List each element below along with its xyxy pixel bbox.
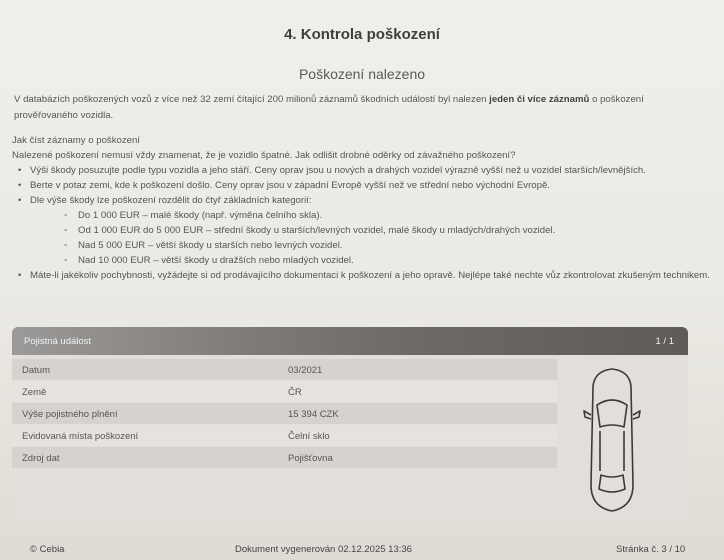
category-list — [30, 208, 712, 268]
event-pager: 1 / 1 — [655, 336, 674, 347]
event-details-table — [12, 359, 557, 469]
detail-row-amount — [12, 403, 557, 424]
detail-label: Země — [22, 387, 47, 398]
detail-row-date — [12, 359, 557, 380]
footer-page-number: Stránka č. 3 / 10 — [616, 544, 686, 555]
copyright-icon: © — [30, 544, 37, 554]
how-to-question: Nalezené poškození nemusí vždy znamenat, že je vozidlo špatné. Jak odlišit drobné oděrky od závažného poškození? — [12, 150, 516, 161]
how-to-heading: Jak číst záznamy o poškození — [12, 135, 140, 146]
detail-value: 15 394 CZK — [288, 409, 339, 420]
page-footer — [0, 544, 724, 558]
category-item: ◦ Nad 5 000 EUR – větší škody u starších nebo levných vozidel. — [78, 238, 712, 253]
detail-row-source — [12, 447, 557, 468]
detail-row-damage-location — [12, 425, 557, 446]
detail-label: Datum — [22, 365, 50, 376]
car-top-view-icon — [577, 365, 647, 515]
intro-bold-text: jeden či více záznamů — [489, 94, 590, 105]
detail-label: Zdroj dat — [22, 453, 60, 464]
detail-value: 03/2021 — [288, 365, 323, 376]
category-item: ◦ Nad 10 000 EUR – větší škody u dražších nebo mladých vozidel. — [78, 253, 712, 268]
advice-item: • Berte v potaz zemi, kde k poškození došlo. Ceny oprav jsou v západní Evropě vyšší než ve střední nebo východní Evropě. — [30, 178, 712, 193]
intro-text: V databázích poškozených vozů z více než 32 zemí čítající 200 milionů záznamů škodních událostí byl nalezen — [14, 94, 490, 105]
advice-item — [30, 193, 712, 268]
detail-value: Čelní sklo — [288, 431, 330, 442]
intro-text-end: o poškození prověřovaného vozidla. — [14, 94, 644, 121]
insurance-event-card — [12, 327, 688, 522]
footer-brand-name: Cebia — [39, 544, 65, 555]
advice-item-text: Dle výše škody lze poškození rozdělit do čtyř základních kategorií: — [30, 195, 312, 206]
category-item: ◦ Do 1 000 EUR – malé škody (např. výměna čelního skla). — [78, 208, 712, 223]
footer-brand — [30, 544, 64, 555]
page-title: 4. Kontrola poškození — [284, 26, 440, 43]
intro-paragraph — [14, 92, 704, 124]
detail-value: ČR — [288, 387, 302, 398]
advice-item: • Máte-li jakékoliv pochybnosti, vyžádejte si od prodávajícího dokumentaci k poškození a jeho opravě. Nejlépe také nechte vůz zkontrolovat zkušeným technikem. — [30, 268, 712, 283]
footer-generated-date: Dokument vygenerován 02.12.2025 13:36 — [235, 544, 412, 555]
detail-label: Výše pojistného plnění — [22, 409, 118, 420]
event-card-header — [12, 327, 688, 355]
section-subtitle: Poškození nalezeno — [298, 66, 426, 82]
event-card-title: Pojistná událost — [24, 336, 92, 347]
detail-value: Pojišťovna — [288, 453, 333, 464]
advice-list — [12, 163, 712, 283]
category-item: ◦ Od 1 000 EUR do 5 000 EUR – střední škody u starších/levných vozidel, malé škody u mladých/drahých vozidel. — [78, 223, 712, 238]
detail-label: Evidovaná místa poškození — [22, 431, 139, 442]
detail-row-country — [12, 381, 557, 402]
how-to-read-section — [12, 133, 712, 283]
advice-item: • Výši škody posuzujte podle typu vozidla a jeho stáří. Ceny oprav jsou u nových a drahých vozidel výrazně vyšší než u vozidel starších/levnějších. — [30, 163, 712, 178]
